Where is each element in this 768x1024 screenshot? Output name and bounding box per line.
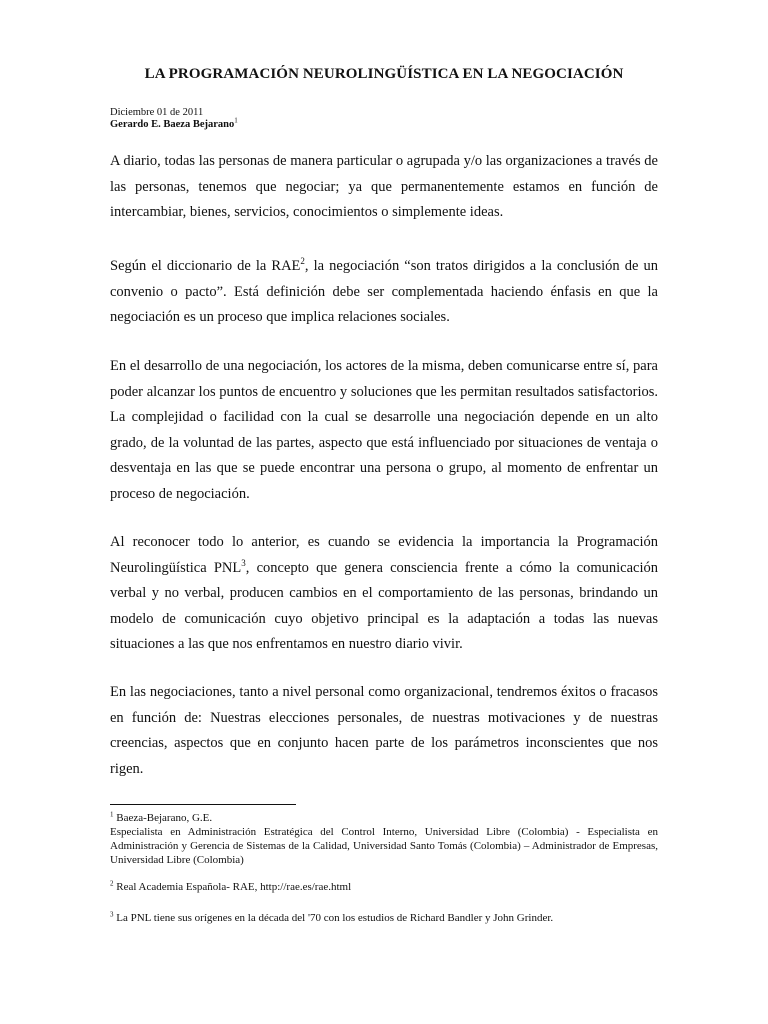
document-title: LA PROGRAMACIÓN NEUROLINGÜÍSTICA EN LA NEGOCIACIÓN [144, 66, 624, 82]
paragraph-1: A diario, todas las personas de manera particular o agrupada y/o las organizaciones a través de las personas, tenemos que negociar; ya que permanentemente estamos en función de intercambiar, bienes, servicios, conocimientos o simplemente ideas. [110, 153, 658, 220]
paragraph-2 [110, 254, 658, 331]
footnote-2 [110, 880, 658, 894]
footnote-3-text: La PNL tiene sus orígenes en la década del '70 con los estudios de Richard Bandler y John Grinder. [116, 912, 554, 924]
footnote-ref-3[interactable]: 3 [241, 557, 246, 568]
paragraph-2-text-a: Según el diccionario de la RAE [110, 258, 301, 274]
paragraph-4-text-a: Al reconocer todo lo anterior, es cuando se evidencia la importancia la Programación Neurolingüística PNL [110, 534, 658, 576]
footnote-1-text: Especialista en Administración Estratégica del Control Interno, Universidad Libre (Colombia) - Especialista en Administración y Gerencia de Sistemas de la Calidad, Universidad Santo Tomás (Colombia) – Administrador de Empresas, Universidad Libre (Colombia) [110, 826, 658, 866]
footnote-mark: 3 [110, 910, 114, 919]
document-author [110, 116, 238, 130]
footnote-ref-1[interactable]: 1 [234, 116, 238, 125]
footnote-ref-2[interactable]: 2 [300, 256, 305, 267]
footnote-mark: 1 [110, 810, 114, 819]
footnote-mark: 2 [110, 879, 114, 888]
paragraph-4 [110, 530, 658, 658]
paragraph-5: En las negociaciones, tanto a nivel personal como organizacional, tendremos éxitos o fracasos en función de: Nuestras elecciones personales, de nuestras motivaciones y de nuestras creencias, aspectos que en conjunto hacen parte de los parámetros inconscientes que nos rigen. [110, 684, 658, 777]
footnote-1 [110, 811, 658, 867]
footnote-3 [110, 911, 658, 925]
paragraph-4-text-b: , concepto que genera consciencia frente a cómo la comunicación verbal y no verbal, producen cambios en el comportamiento de las personas, brindando un modelo de comunicación cuyo objetivo principal es la adaptación a todas las nuevas situaciones a las que nos enfrentamos en nuestro diario vivir. [110, 559, 658, 652]
footnote-2-text: Real Academia Española- RAE, http://rae.es/rae.html [116, 881, 352, 893]
author-name: Gerardo E. Baeza Bejarano [110, 119, 235, 130]
paragraph-2-text-b: , la negociación “son tratos dirigidos a la conclusión de un convenio o pacto”. Está definición debe ser complementada haciendo énfasis en que la negociación es un proceso que implica relaciones sociales. [110, 258, 658, 325]
paragraph-3: En el desarrollo de una negociación, los actores de la misma, deben comunicarse entre sí, para poder alcanzar los puntos de encuentro y soluciones que les permitan resultados satisfactorios. La complejidad o facilidad con la cual se desarrolle una negociación depende en un alto grado, de la voluntad de las partes, aspecto que está influenciado por situaciones de ventaja o desventaja en las que se puede encontrar una persona o grupo, al momento de enfrentar un proceso de negociación. [110, 358, 658, 502]
footnote-divider [110, 804, 296, 805]
document-date: Diciembre 01 de 2011 [110, 107, 204, 118]
footnote-1-heading: Baeza-Bejarano, G.E. [116, 812, 213, 824]
